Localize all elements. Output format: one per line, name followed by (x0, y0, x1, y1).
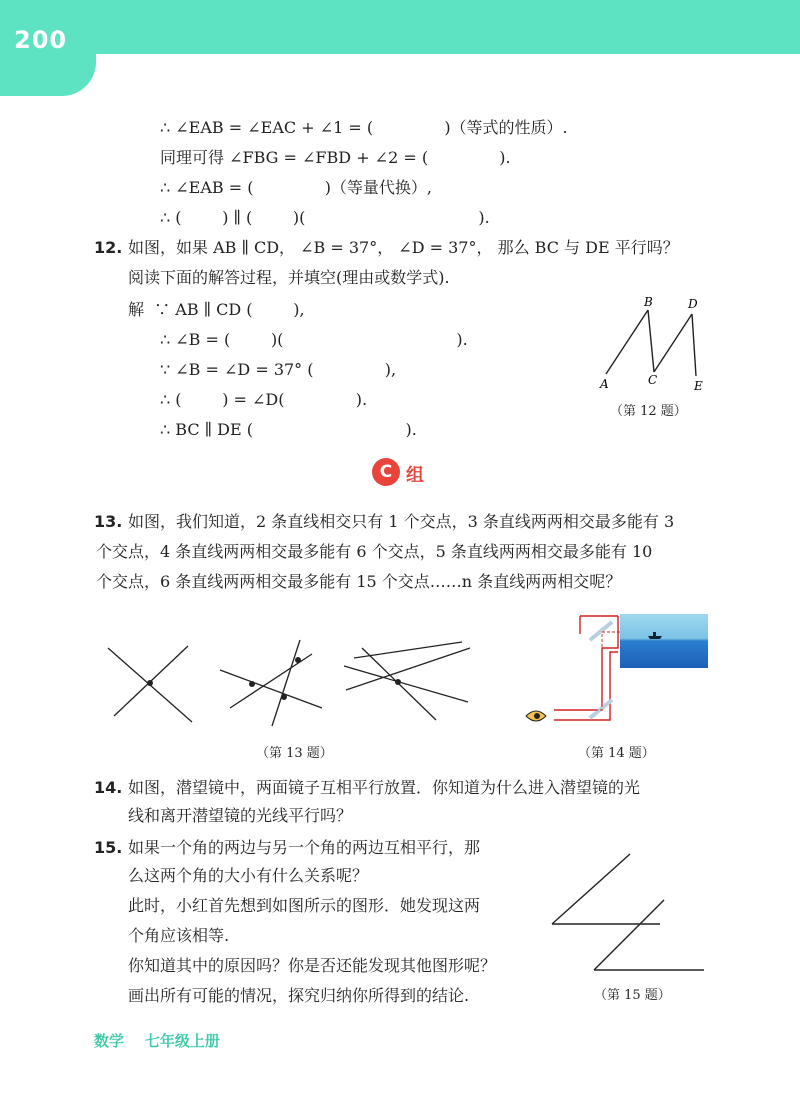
q11-line-1: ∴ ∠EAB = ∠EAC + ∠1 = ( )（等式的性质）. (160, 118, 568, 137)
three-lines-diagram (220, 640, 322, 726)
q13-number: 13. (94, 512, 123, 531)
q15-caption: （第 15 题） (594, 988, 671, 1003)
segment-cd (654, 314, 692, 372)
q12-caption: （第 12 题） (610, 404, 687, 419)
segment-bc (648, 310, 654, 372)
q14-periscope-figure (520, 606, 720, 736)
q15-number: 15. (94, 838, 123, 857)
group-c-label: 组 (406, 465, 424, 486)
mirror-bottom (590, 700, 612, 718)
q12-solution-3: ∵ ∠B = ∠D = 37° ( ), (160, 360, 397, 379)
q15-line-2: 么这两个角的大小有什么关系呢？ (128, 866, 369, 885)
q12-stem-1: 如图，如果 AB ∥ CD， ∠B = 37°， ∠D = 37°， 那么 BC 与 DE 平行吗？ (128, 238, 679, 257)
angle1-slant (552, 854, 630, 924)
label-e: E (694, 379, 703, 393)
q12-solution-5: ∴ BC ∥ DE ( ). (160, 420, 417, 439)
q14-caption: （第 14 题） (578, 746, 655, 761)
q15-line-1: 如果一个角的两边与另一个角的两边互相平行，那 (128, 838, 481, 857)
header-bar (0, 0, 800, 54)
page-number: 200 (14, 26, 68, 54)
angle2-slant (594, 900, 664, 970)
label-c: C (648, 373, 658, 387)
q14-line-2: 线和离开潜望镜的光线平行吗？ (128, 806, 353, 825)
q12-number: 12. (94, 238, 123, 257)
q13-line-3: 个交点，6 条直线两两相交最多能有 15 个交点……n 条直线两两相交呢？ (96, 572, 622, 591)
label-a: A (600, 377, 609, 391)
label-b: B (644, 295, 653, 309)
two-lines-diagram (108, 646, 192, 722)
q12-solution-1: 解 ∵ AB ∥ CD ( ), (128, 300, 305, 319)
q11-line-2: 同理可得 ∠FBG = ∠FBD + ∠2 = ( ). (160, 148, 511, 167)
q12-figure (592, 294, 712, 394)
q12-solution-4: ∴ ( ) = ∠D( ). (160, 390, 368, 409)
q13-caption: （第 13 题） (256, 746, 333, 761)
q15-figure (544, 850, 710, 976)
q13-line-2: 个交点，4 条直线两两相交最多能有 6 个交点，5 条直线两两相交最多能有 10 (96, 542, 653, 561)
q15-line-5: 你知道其中的原因吗？你是否还能发现其他图形呢？ (128, 956, 497, 975)
segment-ab (606, 310, 648, 374)
q12-solution-2: ∴ ∠B = ( )( ). (160, 330, 468, 349)
q11-line-3: ∴ ∠EAB = ( )（等量代换）, (160, 178, 433, 197)
q13-line-1: 如图，我们知道，2 条直线相交只有 1 个交点，3 条直线两两相交最多能有 3 (128, 512, 675, 531)
q13-figure (100, 630, 480, 730)
q15-line-6: 画出所有可能的情况，探究归纳你所得到的结论. (128, 986, 470, 1005)
q14-line-1: 如图，潜望镜中，两面镜子互相平行放置．你知道为什么进入潜望镜的光 (128, 778, 641, 797)
label-d: D (688, 297, 698, 311)
q15-line-4: 个角应该相等. (128, 926, 230, 945)
q15-line-3: 此时，小红首先想到如图所示的图形．她发现这两 (128, 896, 481, 915)
q14-number: 14. (94, 778, 123, 797)
q11-line-4: ∴ ( ) ∥ ( )( ). (160, 208, 490, 227)
footer-book-title: 数学 七年级上册 (94, 1032, 220, 1050)
group-c-badge: C (372, 458, 400, 486)
four-lines-diagram (344, 642, 470, 720)
mirror-top (590, 622, 612, 640)
q12-stem-2: 阅读下面的解答过程，并填空(理由或数学式). (128, 268, 450, 287)
segment-de (692, 314, 696, 376)
sea-view (620, 614, 708, 668)
